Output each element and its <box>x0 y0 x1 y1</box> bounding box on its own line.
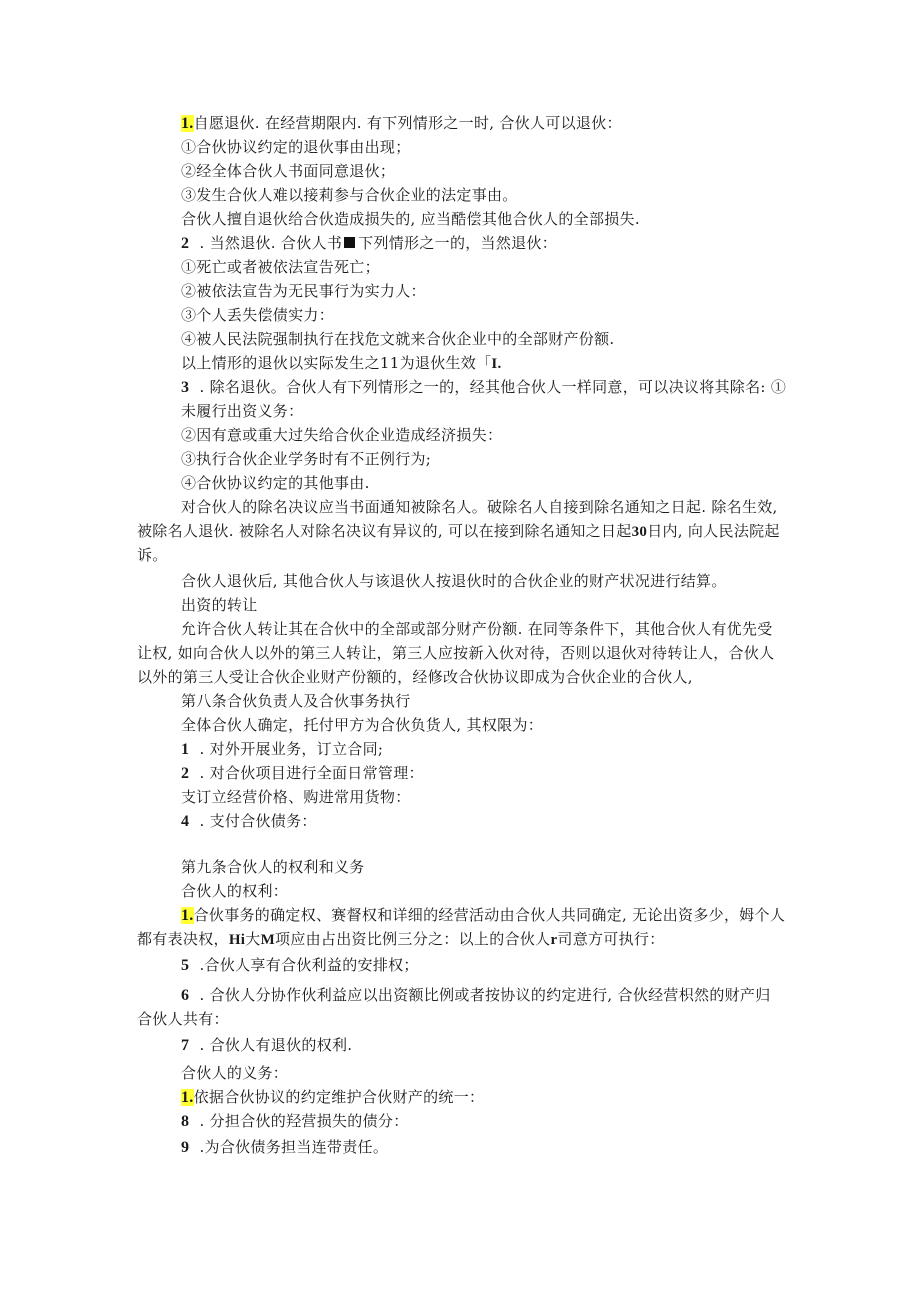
s2-item-2: ②被依法宣告为无民事行为实力人： <box>181 282 426 300</box>
s2-note <box>181 353 502 374</box>
s2-item-4: ④被人民法院强制执行在找危文就来合伙企业中的全部财产份额. <box>181 330 615 348</box>
art8-intro: 全体合伙人确定，托付甲方为合伙负货人, 其权限为： <box>181 716 544 734</box>
art8-item-3: 支订立经营价格、购进常用货物： <box>181 788 411 806</box>
art9-rights-title: 合伙人的权利： <box>181 882 289 900</box>
art9-right-6-text: . 合伙人分协作伙利益应以出资额比例或者按协议的约定进行, 合伙经营枳然的财产归 <box>199 986 771 1004</box>
art9-right-7-number: 7 <box>181 1037 190 1054</box>
s1-note: 合伙人擅自退伙给合伙造成损失的, 应当酷偿其他合伙人的全部损失. <box>181 210 640 228</box>
art9-right-1-l2-a: 都有表决权， <box>137 930 229 948</box>
art9-duty-1-number: 1. <box>181 1089 194 1106</box>
art9-duty-9-number: 9 <box>181 1139 190 1156</box>
s2-heading <box>181 233 557 254</box>
s3-item-4: ④合伙协议约定的其他事由. <box>181 474 370 492</box>
transfer-line-3: 以外的第三人受让合伙企业财产份额的，经修改合伙协议即成为合伙企业的合伙人, <box>137 668 693 686</box>
art9-right-1-l2-f: r <box>550 932 558 948</box>
s1-heading <box>181 113 622 134</box>
art9-right-1-l2-c: 大 <box>245 930 261 948</box>
art9-right-6-number: 6 <box>181 987 190 1004</box>
art8-item-1 <box>181 739 383 760</box>
s2-note-end: I. <box>491 356 502 372</box>
art9-right-1-number: 1. <box>181 907 194 924</box>
s2-text-a: . 当然退伙. 合伙人书 <box>199 234 343 252</box>
art8-item-4-text: . 支付合伙债务： <box>199 812 317 830</box>
s3-para-2: 合伙人退伙后, 其他合伙人与该退伙人按退伙时的合伙企业的财产状况进行结算。 <box>181 572 727 590</box>
art9-right-1-text: 合伙事务的确定权、赛督权和详细的经营活动由合伙人共同确定, 无论出资多少，姆个人 <box>193 906 786 924</box>
art9-duty-9 <box>181 1137 388 1158</box>
transfer-title: 出资的转让 <box>181 596 258 614</box>
s3-para-1-line-3: 诉。 <box>137 546 168 564</box>
art9-right-1-line-1 <box>181 905 785 926</box>
art9-right-1-l2-b: Hi <box>228 932 246 948</box>
s3-para-1-line-2-a: 被除名人退伙. 被除名人对除名决议有异议的, 可以在接到除名通知之日起 <box>137 522 632 540</box>
art8-item-4 <box>181 811 317 832</box>
s2-text-b: 下列情形之一的，当然退伙： <box>358 234 558 252</box>
art8-title: 第八条合伙负责人及合伙事务执行 <box>181 692 411 710</box>
art9-duty-1-text: 依据合伙协议的约定维护合伙财产的统一： <box>193 1088 485 1106</box>
s3-para-1-line-2-days: 30 <box>631 524 648 540</box>
art9-duties-title: 合伙人的义务： <box>181 1064 289 1082</box>
art9-duty-1 <box>181 1087 484 1108</box>
s1-item-3: ③发生合伙人难以接莉参与合伙企业的法定事由。 <box>181 186 518 204</box>
s3-para-1-line-2-c: 日内, 向人民法院起 <box>647 522 780 540</box>
art8-item-2-number: 2 <box>181 765 190 782</box>
s3-item-1-cont: 未履行出资义务： <box>181 402 304 420</box>
s3-number: 3 <box>181 379 190 396</box>
art9-right-6-line-2: 合伙人共有： <box>137 1010 229 1028</box>
art9-duty-8 <box>181 1111 409 1132</box>
art9-right-5-number: 5 <box>181 957 190 974</box>
s1-item-2: ②经全体合伙人书面同意退伙； <box>181 162 396 180</box>
s1-item-1: ①合伙协议约定的退伙事由出现； <box>181 138 411 156</box>
s3-text: . 除名退伙。合伙人有下列情形之一的，经其他合伙人一样同意，可以决议将其除名: ① <box>199 378 787 396</box>
s3-para-1-line-2 <box>137 521 780 542</box>
art9-right-1-l2-g: 司意方可执行： <box>557 930 665 948</box>
s1-text: 自愿退伙. 在经营期限内. 有下列情形之一时, 合伙人可以退伙： <box>193 114 622 132</box>
art8-item-1-number: 1 <box>181 741 190 758</box>
art9-right-1-line-2 <box>137 929 665 950</box>
art8-item-4-number: 4 <box>181 813 190 830</box>
transfer-line-2: 让权, 如向合伙人以外的第三人转让，第三人应按新入伙对待，否则以退伙对待转让人，合伙人 <box>137 644 775 662</box>
s2-item-3: ③个人丢失偿债实力： <box>181 306 335 324</box>
art9-right-1-l2-d: M <box>260 932 276 948</box>
art8-item-2-text: . 对合伙项目进行全面日常管理： <box>199 764 424 782</box>
s1-number: 1. <box>181 115 194 132</box>
art9-right-7-text: . 合伙人有退伙的权利. <box>199 1036 353 1054</box>
s2-item-1: ①死亡或者被依法宣告死亡； <box>181 258 380 276</box>
s3-item-3: ③执行合伙企业学务时有不正例行为; <box>181 450 432 468</box>
art9-right-1-l2-e: 项应由占出资比例三分之：以上的合伙人 <box>275 930 551 948</box>
art8-item-1-text: . 对外开展业务，订立合同; <box>199 740 384 758</box>
art9-duty-8-number: 8 <box>181 1113 190 1130</box>
art9-right-5-text: .合伙人享有合伙利益的安排权； <box>199 956 419 974</box>
s3-para-1-line-1: 对合伙人的除名决议应当书面通知被除名人。破除名人自接到除名通知之日起. 除名生效, <box>181 498 778 516</box>
art9-title: 第九条合伙人的权利和义务 <box>181 858 365 876</box>
art9-right-6-line-1 <box>181 985 771 1006</box>
art9-right-5 <box>181 955 419 976</box>
black-square-glyph <box>344 237 355 248</box>
art9-duty-9-text: .为合伙债务担当连带责任。 <box>199 1138 389 1156</box>
s2-number: 2 <box>181 235 190 252</box>
s3-heading <box>181 377 786 398</box>
art8-item-2 <box>181 763 424 784</box>
s2-note-text: 以上情形的退伙以实际发生之11为退伙生效「 <box>181 354 492 372</box>
art9-right-7 <box>181 1035 352 1056</box>
s3-item-2: ②因有意或重大过失给合伙企业造成经济损失： <box>181 426 503 444</box>
transfer-line-1: 允许合伙人转让其在合伙中的全部或部分财产份额. 在同等条件下，其他合伙人有优先受 <box>181 620 773 638</box>
art9-duty-8-text: . 分担合伙的羟营损失的债分： <box>199 1112 409 1130</box>
